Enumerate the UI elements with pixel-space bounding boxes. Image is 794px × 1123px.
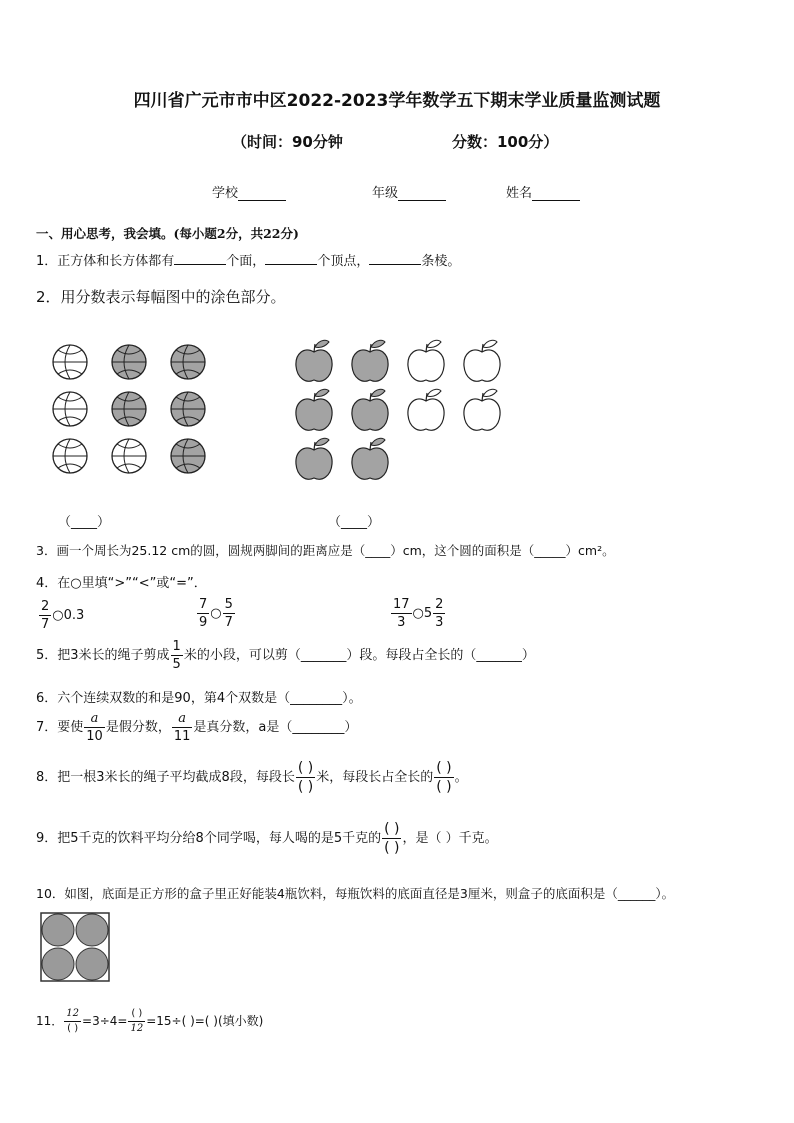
basketball-3-icon [171, 345, 205, 379]
name-field: 姓名 [506, 182, 580, 201]
page-title: 四川省广元市市中区2022-2023学年数学五下期末学业质量监测试题 [133, 91, 661, 111]
answer-blank-basketball: （____） [58, 515, 111, 530]
question-10: 10．如图，底面是正方形的盒子里正好能装4瓶饮料，每瓶饮料的底面直径是3厘米，则盒子的底面积是（______）。 [36, 886, 675, 901]
section-heading: 一、用心思考，我会填。(每小题2分，共22分) [36, 226, 299, 241]
basketball-4-icon [53, 392, 87, 426]
apple-7-icon [408, 389, 444, 430]
question-9: 9．把5千克的饮料平均分给8个同学喝，每人喝的是5千克的 $\frac{( )}{( )}$ ，是（ ）千克。 [36, 821, 498, 856]
compare-c: $\frac{17}{3}$ ○5 $\frac{2}{3}$ [393, 597, 444, 630]
question-6: 6．六个连续双数的和是90，第4个双数是（________）。 [36, 691, 362, 706]
question-4: 4．在○里填“>”“<”或“=”． [36, 576, 207, 591]
grade-field: 年级 [372, 182, 446, 201]
apple-5-icon [296, 389, 332, 430]
apple-9-icon [296, 438, 332, 479]
basketball-9-icon [171, 439, 205, 473]
basketball-2-icon [112, 345, 146, 379]
exam-time: （时间：90分钟 [232, 133, 343, 151]
question-11: 11． $\frac{12}{( )}$ =3÷4= $\frac{( )}{12}$ =15÷( )=( )(填小数) [36, 1008, 264, 1034]
bottle-4 [76, 948, 108, 980]
bottle-3 [42, 948, 74, 980]
basketball-1-icon [53, 345, 87, 379]
question-3: 3．画一个周长为25.12 cm的圆，圆规两脚间的距离应是（____）cm，这个圆的面积是（_____）cm²。 [36, 543, 615, 558]
basketball-7-icon [53, 439, 87, 473]
box-with-bottles-figure [40, 912, 112, 984]
apple-figure [290, 336, 510, 486]
bottle-1 [42, 914, 74, 946]
exam-score: 分数：100分） [452, 133, 559, 151]
apple-6-icon [352, 389, 388, 430]
apple-3-icon [408, 340, 444, 381]
apple-10-icon [352, 438, 388, 479]
apple-8-icon [464, 389, 500, 430]
bottle-2 [76, 914, 108, 946]
basketball-6-icon [171, 392, 205, 426]
basketball-5-icon [112, 392, 146, 426]
answer-blank-apple: （____） [328, 515, 381, 530]
apple-4-icon [464, 340, 500, 381]
question-1: 1．正方体和长方体都有 个面， 个顶点， 条棱。 [36, 254, 461, 269]
question-7: 7．要使 $\frac{a}{10}$ 是假分数， $\frac{a}{11}$ 是真分数，a是（________） [36, 711, 358, 744]
question-5: 5．把3米长的绳子剪成 $\frac{1}{5}$ 米的小段，可以剪（_______）段。每段占全长的（_______） [36, 639, 535, 672]
basketball-figure [50, 340, 250, 490]
question-8: 8．把一根3米长的绳子平均截成8段，每段长 $\frac{( )}{( )}$ 米，每段长占全长的 $\frac{( )}{( )}$ 。 [36, 760, 468, 795]
compare-a: $\frac{2}{7}$ ○0.3 [41, 599, 85, 632]
school-field: 学校 [212, 182, 286, 201]
basketball-8-icon [112, 439, 146, 473]
apple-2-icon [352, 340, 388, 381]
question-2: 2．用分数表示每幅图中的涂色部分。 [36, 288, 286, 306]
compare-b: $\frac{7}{9}$ ○ $\frac{5}{7}$ [199, 597, 233, 630]
apple-1-icon [296, 340, 332, 381]
